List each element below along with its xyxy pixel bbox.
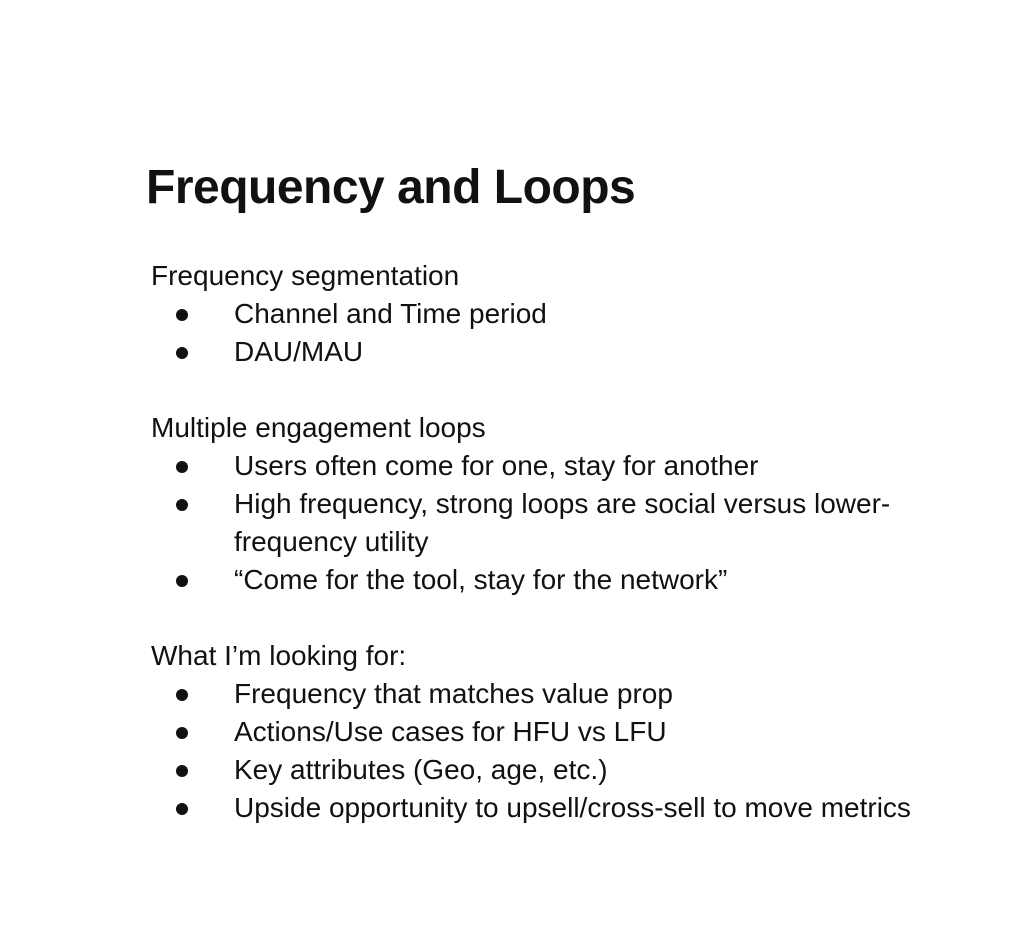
bullet-list bbox=[151, 675, 911, 827]
section-looking-for bbox=[151, 637, 911, 827]
bullet-text: Frequency that matches value prop bbox=[234, 678, 673, 709]
bullet-text: Actions/Use cases for HFU vs LFU bbox=[234, 716, 667, 747]
bullet-icon bbox=[176, 309, 188, 321]
bullet-text: “Come for the tool, stay for the network” bbox=[234, 564, 728, 595]
bullet-item bbox=[151, 333, 911, 371]
bullet-item bbox=[151, 713, 911, 751]
slide-body bbox=[151, 257, 911, 827]
bullet-item bbox=[151, 675, 911, 713]
bullet-item bbox=[151, 789, 911, 827]
bullet-item bbox=[151, 447, 911, 485]
slide-title: Frequency and Loops bbox=[146, 161, 636, 214]
bullet-list bbox=[151, 295, 911, 371]
bullet-icon bbox=[176, 499, 188, 511]
bullet-icon bbox=[176, 575, 188, 587]
bullet-text: Channel and Time period bbox=[234, 298, 547, 329]
bullet-list bbox=[151, 447, 911, 599]
bullet-text: Users often come for one, stay for another bbox=[234, 450, 759, 481]
bullet-icon bbox=[176, 765, 188, 777]
section-engagement-loops bbox=[151, 409, 911, 599]
bullet-icon bbox=[176, 803, 188, 815]
bullet-icon bbox=[176, 689, 188, 701]
section-heading: Multiple engagement loops bbox=[151, 412, 486, 443]
bullet-item bbox=[151, 561, 911, 599]
bullet-icon bbox=[176, 727, 188, 739]
bullet-item bbox=[151, 751, 911, 789]
bullet-item bbox=[151, 295, 911, 333]
section-frequency-segmentation bbox=[151, 257, 911, 371]
bullet-text: Upside opportunity to upsell/cross-sell to move metrics bbox=[234, 792, 911, 823]
bullet-text: Key attributes (Geo, age, etc.) bbox=[234, 754, 608, 785]
bullet-text: DAU/MAU bbox=[234, 336, 364, 367]
bullet-item bbox=[151, 485, 911, 561]
section-heading: Frequency segmentation bbox=[151, 260, 460, 291]
bullet-icon bbox=[176, 347, 188, 359]
section-heading: What I’m looking for: bbox=[151, 640, 407, 671]
bullet-text: High frequency, strong loops are social versus lower-frequency utility bbox=[234, 488, 891, 557]
bullet-icon bbox=[176, 461, 188, 473]
